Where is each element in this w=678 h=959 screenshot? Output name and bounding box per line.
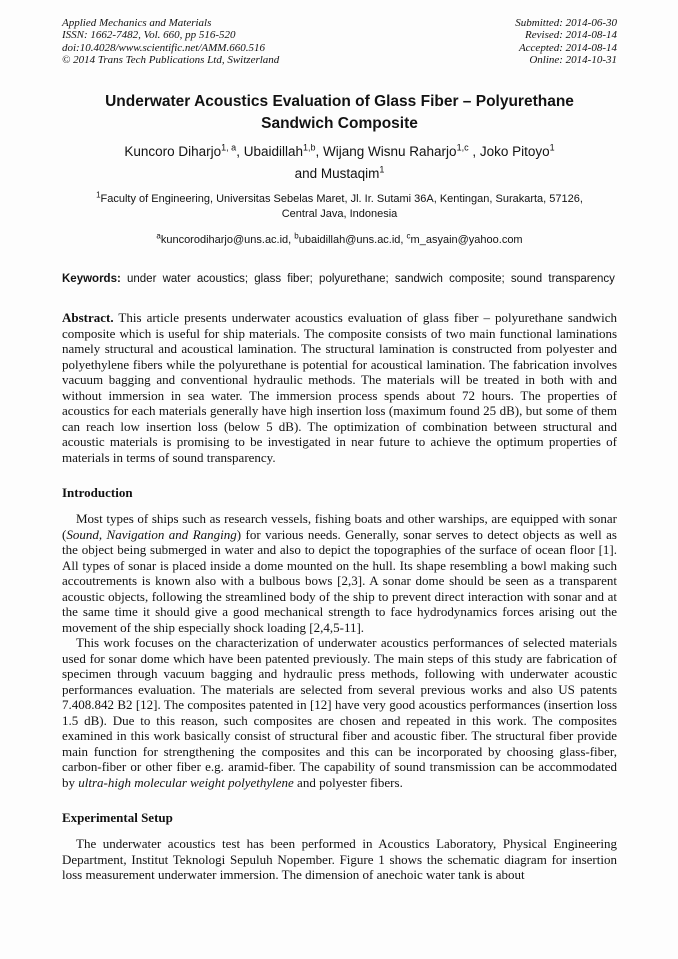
journal-issn-volume: ISSN: 1662-7482, Vol. 660, pp 516-520 <box>62 29 236 42</box>
experimental-paragraph-1 <box>62 836 617 883</box>
email-mark-b: b <box>294 230 299 240</box>
paragraph-text: ) for various needs. Generally, sonar serves to detect objects as well as the object being submerged in water and also to depict the topographies of the surface of ocean floor [1]. All types of sonar is placed inside a dome mounted on the hull. Its shape resembling a bowl making such accoutrements is known also with a bulbous bows [2,3]. A sonar dome should be seen as a transparent acoustic objects, following the streamlined body of the ship to prevent direct interaction with sonar and at the same time it should give a good mechanical strength to face hydrodynamics forces arising out the movement of the ship especially shock loading [2,4,5-11]. <box>62 526 617 635</box>
email-c: m_asyain@yahoo.com <box>410 233 523 246</box>
affiliation <box>78 189 602 223</box>
journal-copyright: © 2014 Trans Tech Publications Ltd, Switzerland <box>62 54 280 67</box>
journal-doi: doi:10.4028/www.scientific.net/AMM.660.516 <box>62 41 265 54</box>
paragraph-text: Most types of ships such as research vessels, fishing boats and other warships, are equipped with sonar ( <box>62 511 617 542</box>
introduction-paragraph-2 <box>62 635 617 790</box>
author-name: , Joko Pitoyo <box>468 143 550 159</box>
journal-header <box>62 17 617 67</box>
author-name: , Wijang Wisnu Raharjo <box>315 143 457 159</box>
author-name: and Mustaqim <box>294 165 380 181</box>
email-b: ubaidillah@uns.ac.id, <box>298 233 407 246</box>
author-line-2 <box>62 163 617 185</box>
italic-term-sonar: Sound, Navigation and Ranging <box>66 526 237 542</box>
accepted-date: Accepted: 2014-08-14 <box>518 41 617 54</box>
affiliation-text: Faculty of Engineering, Universitas Sebelas Maret, Jl. Ir. Sutami 36A, Kentingan, Surakarta, 57126, Central Java, Indonesia <box>100 192 583 221</box>
author-affiliation-mark: 1 <box>379 164 385 175</box>
online-date: Online: 2014-10-31 <box>529 54 617 67</box>
author-name: Kuncoro Diharjo <box>124 143 222 159</box>
section-heading-experimental-setup: Experimental Setup <box>62 810 173 826</box>
journal-name: Applied Mechanics and Materials <box>62 17 212 29</box>
keywords-label: Keywords: <box>62 272 121 285</box>
paper-title: Underwater Acoustics Evaluation of Glass Fiber – Polyurethane Sandwich Composite <box>105 92 574 132</box>
author-emails <box>62 230 617 247</box>
email-mark-a: a <box>156 230 161 240</box>
paragraph-text: This work focuses on the characterization of underwater acoustics performances of selected materials used for sonar dome which have been patented previously. The main steps of this study are fabrication of specimen through vacuum bagging and hydraulic press methods, following with underwater acoustic performances evaluation. The materials are selected from several previous works and also US patents 7.408.842 B2 [12]. The composites patented in [12] have very good acoustics performances (insertion loss 1.5 dB). Due to this reason, such composites are chosen and repeated in this work. The composites examined in this work basically consist of structural fiber and acoustic fiber. The structural fiber provide main function for strengthening the composites and this can be incorporated by choosing glass-fiber, carbon-fiber or other fiber e.g. aramid-fiber. The capability of sound transmission can be accommodated by <box>62 635 617 790</box>
introduction-paragraph-1 <box>62 511 617 635</box>
paragraph-text: The underwater acoustics test has been performed in Acoustics Laboratory, Physical Engineering Department, Institut Teknologi Sepuluh Nopember. Figure 1 shows the schematic diagram for insertion loss measurement underwater immersion. The dimension of anechoic water tank is about <box>62 836 617 883</box>
submission-dates <box>515 17 617 67</box>
keywords-text: under water acoustics; glass fiber; polyurethane; sandwich composite; sound transparency <box>120 272 615 285</box>
author-line <box>62 141 617 185</box>
email-a: kuncorodiharjo@uns.ac.id, <box>160 233 295 246</box>
author-affiliation-mark: 1,b <box>302 142 316 153</box>
affiliation-mark: 1 <box>96 189 101 199</box>
submitted-date: Submitted: 2014-06-30 <box>515 17 617 29</box>
section-heading-introduction: Introduction <box>62 485 133 501</box>
abstract-text: This article presents underwater acoustics evaluation of glass fiber – polyurethane sandwich composite which is useful for ship materials. The composite consists of two main functional laminations namely structural and acoustical lamination. The structural lamination is constructed from polyester and polyethylene fibers while the polyurethane is potential for acoustical lamination. The fabrication involves vacuum bagging and conventional hydraulic methods. The materials will be treated in both with and without immersion in sea water. The immersion process spends about 72 hours. The properties of acoustics for each materials generally have high insertion loss (maximum found 25 dB), but some of them can reach low insertion loss (below 5 dB). The optimization of combination between structural and acoustic materials is promising to be investigated in near future to achieve the optimum properties of materials in terms of sound transparency. <box>62 310 617 465</box>
revised-date: Revised: 2014-08-14 <box>525 29 617 42</box>
paragraph-text: and polyester fibers. <box>293 774 403 790</box>
author-affiliation-mark: 1 <box>549 142 555 153</box>
author-affiliation-mark: 1, a <box>221 142 237 153</box>
italic-term-polyethylene: ultra-high molecular weight polyethylene <box>78 774 294 790</box>
keywords-block <box>62 272 617 288</box>
author-affiliation-mark: 1,c <box>456 142 469 153</box>
author-name: , Ubaidillah <box>236 143 303 159</box>
email-mark-c: c <box>406 230 411 240</box>
abstract-label: Abstract. <box>62 310 114 326</box>
author-line-1 <box>62 141 617 163</box>
journal-info <box>62 17 279 67</box>
abstract-block <box>62 310 617 465</box>
